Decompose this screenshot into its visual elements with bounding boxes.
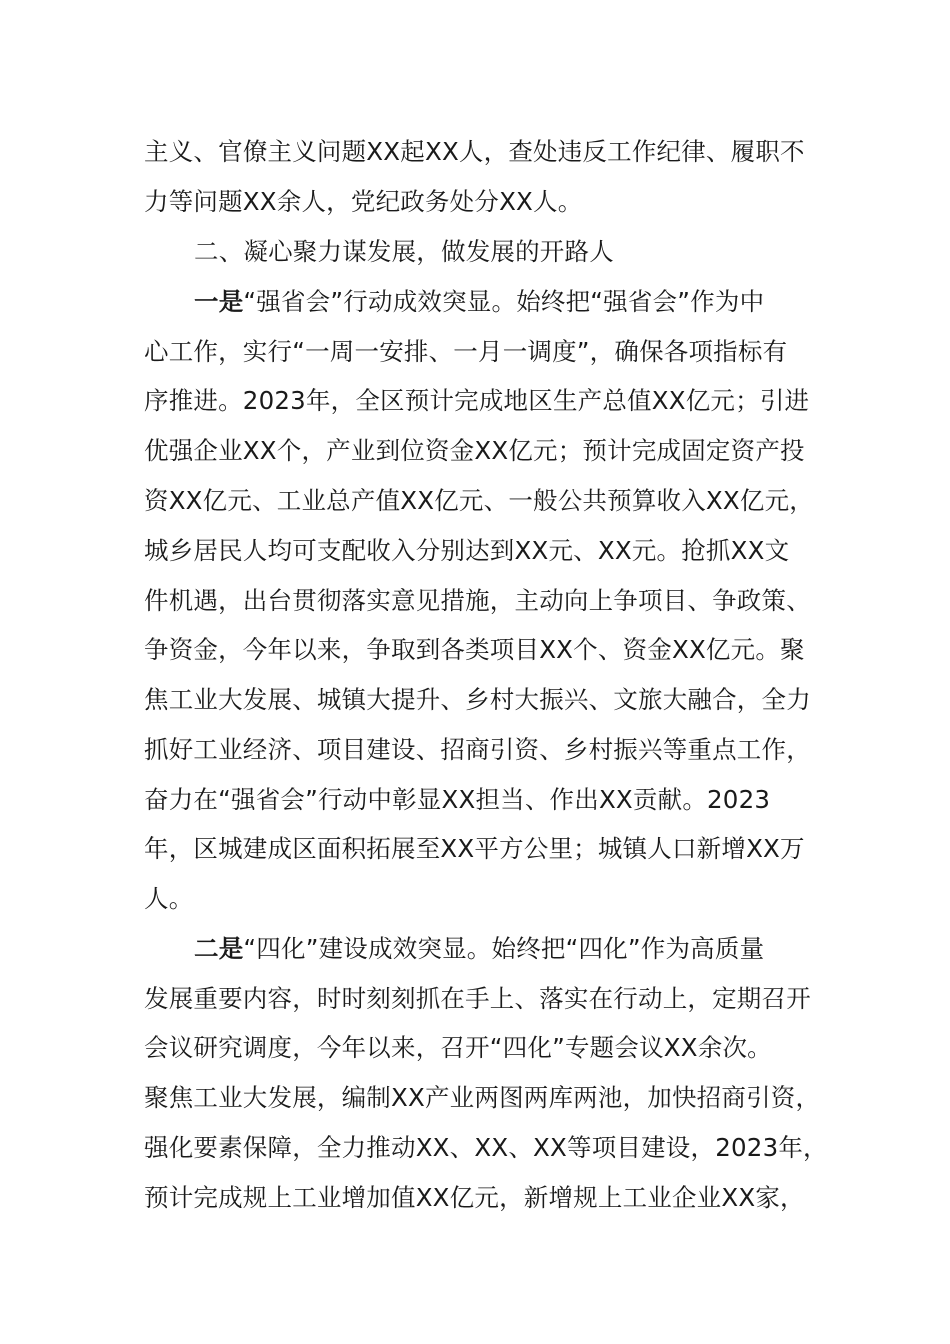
paragraph-lead: 一是 — [194, 287, 244, 316]
text-line: 抓好工业经济、项目建设、招商引资、乡村振兴等重点工作， — [144, 735, 811, 764]
text-line: 聚焦工业大发展，编制XX产业两图两库两池，加快招商引资， — [144, 1083, 821, 1112]
text-line: 预计完成规上工业增加值XX亿元，新增规上工业企业XX家， — [144, 1183, 805, 1212]
paragraph-lead: 二是 — [194, 934, 244, 963]
text-line: 序推进。2023年，全区预计完成地区生产总值XX亿元；引进 — [144, 386, 810, 415]
text-line: 心工作，实行“一周一安排、一月一调度”，确保各项指标有 — [144, 337, 788, 366]
paragraph-first-line — [194, 285, 764, 319]
text-line: 争资金，今年以来，争取到各类项目XX个、资金XX亿元。聚 — [144, 635, 805, 664]
text-line: “四化”建设成效突显。始终把“四化”作为高质量 — [243, 934, 765, 963]
paragraph-first-line — [194, 932, 764, 966]
text-line: 城乡居民人均可支配收入分别达到XX元、XX元。抢抓XX文 — [144, 536, 790, 565]
text-line: 优强企业XX个，产业到位资金XX亿元；预计完成固定资产投 — [144, 436, 805, 465]
text-line: 件机遇，出台贯彻落实意见措施，主动向上争项目、争政策、 — [144, 586, 811, 615]
text-line: 焦工业大发展、城镇大提升、乡村大振兴、文旅大融合，全力 — [144, 685, 811, 714]
section-heading: 二、凝心聚力谋发展，做发展的开路人 — [194, 237, 614, 266]
text-line: 会议研究调度，今年以来，召开“四化”专题会议XX余次。 — [144, 1033, 772, 1062]
text-line: 强化要素保障，全力推动XX、XX、XX等项目建设，2023年， — [144, 1133, 828, 1162]
text-line: “强省会”行动成效突显。始终把“强省会”作为中 — [243, 287, 765, 316]
text-line: 年，区城建成区面积拓展至XX平方公里；城镇人口新增XX万 — [144, 834, 805, 863]
text-line: 力等问题XX余人，党纪政务处分XX人。 — [144, 187, 583, 216]
text-line: 人。 — [144, 884, 194, 913]
text-line: 主义、官僚主义问题XX起XX人，查处违反工作纪律、履职不 — [144, 137, 805, 166]
text-line: 资XX亿元、工业总产值XX亿元、一般公共预算收入XX亿元， — [144, 486, 815, 515]
text-line: 发展重要内容，时时刻刻抓在手上、落实在行动上，定期召开 — [144, 984, 811, 1013]
text-line: 奋力在“强省会”行动中彰显XX担当、作出XX贡献。2023 — [144, 785, 771, 814]
